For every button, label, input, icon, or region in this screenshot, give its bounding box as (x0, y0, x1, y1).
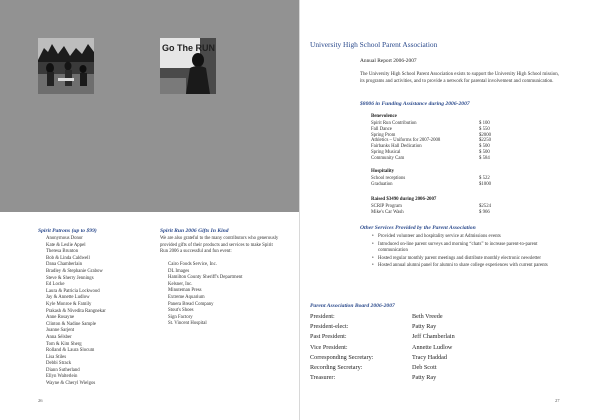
funding-amount: $1000 (479, 181, 491, 187)
funding-label: SCRIP Program (371, 203, 402, 209)
page-number-right: 27 (555, 398, 560, 403)
photo-parade-image (38, 38, 94, 94)
funding-amount: $2524 (479, 203, 491, 209)
patron-name: Diann Sutherland (46, 367, 80, 373)
funding-label: Athletics – Uniforms for 2007-2008 (371, 138, 441, 144)
board-row (310, 364, 510, 374)
funding-amount: $ 584 (479, 156, 490, 162)
patron-name: Ellyn Walterlein (46, 374, 78, 380)
board-member: Tracy Haddad (412, 353, 447, 361)
sponsor-name: DL Images (168, 268, 190, 274)
funding-row (371, 182, 531, 188)
page-gutter (299, 0, 300, 420)
photo-spirit-run (160, 38, 216, 94)
service-item: • Introduced on-line parent surveys and morning “chats” to increase parent-to-parent communication (372, 242, 562, 254)
sponsor-name: Stout's Shoes (168, 308, 194, 314)
patron-name: Lisa Stiles (46, 354, 67, 360)
patron-name: Bradley & Stephanie Grabow (46, 268, 103, 274)
sponsor-name: Cairo Foods Service, Inc. (168, 262, 217, 267)
patron-name: Clinton & Nadine Sample (46, 321, 96, 327)
board-row (310, 374, 510, 384)
funding-label: Fall Dance (371, 126, 392, 132)
sponsor-name: Minuteman Press (168, 288, 202, 294)
board-member: Annette Ludlow (412, 343, 453, 351)
patron-name: Prakash & Nivedita Rangnekar (46, 308, 106, 314)
mission-statement: The University High School Parent Association exists to support the University High School mission, its programs and activities, and to provide a network for parental involvement and communication. (360, 72, 559, 84)
patron-name: Kyle Monroe & Family (46, 301, 92, 307)
board-role: President-elect: (310, 323, 349, 331)
services-heading: Other Services Provided by the Parent Association (360, 225, 476, 231)
patron-name: Joanne Sarjent (46, 328, 75, 334)
funding-amount: $ 966 (479, 209, 490, 215)
sponsor-name: Extreme Aquarium (168, 294, 205, 300)
funding-label: Mike's Car Wash (371, 209, 404, 215)
patron-name: Jay & Annette Ludlow (46, 295, 90, 301)
board-row (310, 323, 510, 333)
gifts-in-kind-heading: Spirit Run 2006 Gifts In Kind (160, 228, 229, 234)
service-item: • Provided volunteer and hospitality service at Admissions events (372, 234, 562, 240)
funding-label: Fairbanks Hall Dedication (371, 144, 422, 150)
funding-row (371, 210, 531, 216)
page-number-left: 26 (38, 398, 43, 403)
board-list (310, 313, 510, 384)
patron-name: Wayne & Cheryl Wielgos (46, 381, 96, 387)
patron-name: Anne Rosayne (46, 315, 75, 321)
board-member: Beth Vreede (412, 313, 443, 320)
funding-group-name: Hospitality (371, 169, 395, 174)
funding-amount: $ 550 (479, 126, 490, 132)
funding-amount: $ 500 (479, 144, 490, 150)
patron-name: Ed Locke (46, 282, 65, 288)
board-role: Past President: (310, 333, 347, 341)
spirit-patrons-list (46, 236, 106, 388)
patron-name: Anna Sélsber (46, 334, 72, 340)
funding-label: School receptions (371, 175, 406, 181)
board-row (310, 333, 510, 343)
funding-group-raised (371, 197, 531, 216)
patron-name: Kate & Leslie Appel (46, 242, 86, 248)
sponsor-name: Hamilton County Sheriff's Department (168, 275, 243, 281)
organization-title: University High School Parent Association (310, 40, 438, 49)
photo-runner-image (160, 38, 216, 94)
board-member: Deb Scott (412, 363, 437, 371)
report-title: Annual Report 2006-2007 (360, 58, 417, 64)
service-item: • Hosted regular monthly parent meetings and distribute monthly electronic newsletter (372, 256, 562, 262)
funding-amount: $2000 (479, 132, 491, 138)
funding-amount: $ 100 (479, 120, 490, 126)
funding-group-name: Raised $3490 during 2006-2007 (371, 197, 437, 202)
patron-name: Steve & Sherry Jennings (46, 275, 94, 281)
gifts-in-kind-list (168, 262, 242, 328)
funding-label: Spirit Run Contribution (371, 120, 417, 126)
board-role: President: (310, 313, 335, 320)
service-item: • Hosted annual alumni panel for alumni to share college experiences with current parents (372, 263, 562, 269)
board-role: Recording Secretary: (310, 363, 363, 371)
board-heading: Parent Association Board 2006-2007 (310, 303, 395, 309)
funding-amount: $ 500 (479, 150, 490, 156)
funding-label: Graduation (371, 181, 393, 187)
board-row (310, 344, 510, 354)
sponsor-name: Sign Factory (168, 314, 193, 320)
patron-name: Bob & Linda Caldwell (46, 255, 90, 261)
gray-photo-band (0, 0, 299, 212)
funding-group-benevolence (371, 114, 531, 162)
funding-amount: $2250 (479, 138, 491, 144)
sponsor-name: Panera Bread Company (168, 301, 214, 307)
patron-name: Tom & Kim Sherg (46, 341, 82, 347)
photo-parade-crowd (38, 38, 94, 94)
spirit-patrons-heading: Spirit Patrons (up to $99) (38, 228, 97, 234)
banner-text: Go The RUN (162, 43, 215, 53)
patron-name: Debbi Strack (46, 361, 72, 367)
board-role: Treasurer: (310, 374, 336, 382)
funding-group-name: Benevolence (371, 114, 397, 119)
gifts-in-kind-intro: We are also grateful to the many contributors who generously provided gifts of their products and services to make Spirit Run 2006 a successful and fun event: (160, 236, 279, 255)
board-member: Patty Ray (412, 374, 437, 382)
services-list (372, 234, 562, 271)
board-row (310, 354, 510, 364)
funding-label: Community Cam (371, 156, 405, 162)
funding-amount: $ 522 (479, 175, 490, 181)
patron-name: Anonymous Donor (46, 236, 83, 241)
patron-name: Theresa Brunton (46, 249, 79, 255)
board-role: Vice President: (310, 343, 348, 351)
sponsor-name: St. Vincent Hospital (168, 321, 207, 327)
funding-label: Spring Musical (371, 150, 401, 156)
funding-group-hospitality (371, 169, 531, 188)
funding-heading: $8006 in Funding Assistance during 2006-2007 (360, 101, 470, 107)
patron-name: Laura & Patricia Lockwood (46, 288, 100, 294)
funding-label: Spring Prom (371, 132, 396, 138)
funding-row (371, 156, 531, 162)
patron-name: Rolland & Laura Slocum (46, 348, 95, 354)
sponsor-name: Kelsner, Inc. (168, 281, 193, 287)
patron-name: Dana Chamberlain (46, 262, 83, 268)
board-member: Patty Ray (412, 323, 437, 331)
board-row (310, 313, 510, 323)
board-role: Corresponding Secretary: (310, 353, 374, 361)
board-member: Jeff Chamberlain (412, 333, 455, 341)
